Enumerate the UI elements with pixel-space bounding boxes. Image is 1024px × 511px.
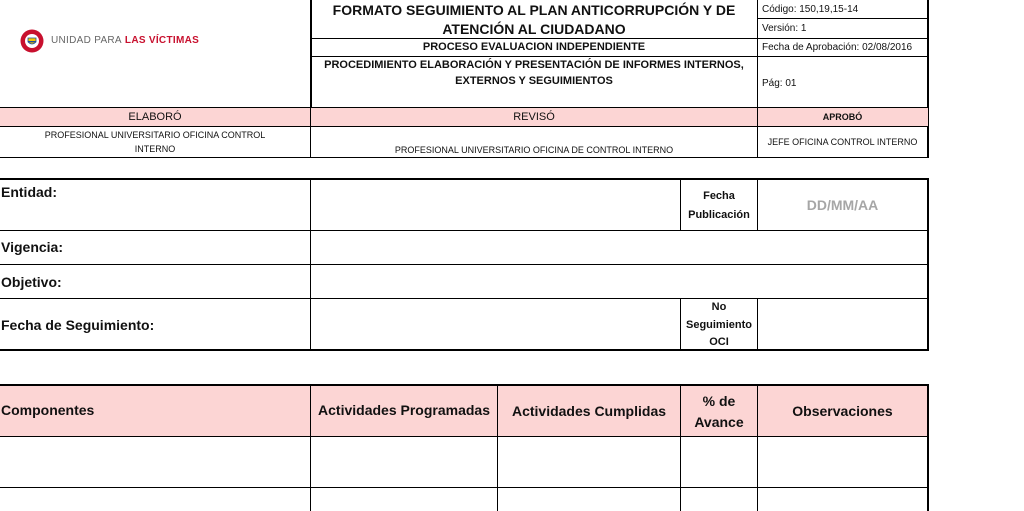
form-title-line2: ATENCIÓN AL CIUDADANO	[442, 21, 626, 37]
col-avance-line1: % de	[702, 392, 736, 409]
brand-name	[51, 33, 199, 47]
doc-version: Versión: 1	[762, 22, 807, 34]
table-row[interactable]	[0, 488, 927, 511]
fecha-publicacion-value[interactable]: DD/MM/AA	[806, 197, 879, 213]
elaboro-value-line2: INTERNO	[134, 143, 176, 154]
reviso-label: REVISÓ	[513, 111, 555, 123]
procedure-line2: EXTERNOS Y SEGUIMIENTOS	[455, 75, 613, 87]
entidad-label: Entidad:	[1, 184, 57, 200]
fecha-seguimiento-label: Fecha de Seguimiento:	[1, 317, 155, 333]
elaboro-label: ELABORÓ	[128, 111, 182, 123]
col-observaciones: Observaciones	[792, 403, 893, 419]
brand-prefix: UNIDAD PARA	[51, 34, 122, 46]
page-number: Pág: 01	[762, 77, 797, 89]
col-actividades-programadas: Actividades Programadas	[318, 402, 490, 418]
fecha-publicacion-label-line1: Fecha	[703, 189, 735, 202]
doc-code: Código: 150,19,15-14	[762, 3, 859, 15]
procedure-line1: PROCEDIMIENTO ELABORACIÓN Y PRESENTACIÓN DE INFORMES INTERNOS,	[324, 59, 744, 71]
col-componentes: Componentes	[1, 402, 95, 418]
brand-strong: LAS VÍCTIMAS	[124, 34, 200, 46]
elaboro-value-line1: PROFESIONAL UNIVERSITARIO OFICINA CONTROL	[44, 129, 266, 140]
reviso-value: PROFESIONAL UNIVERSITARIO OFICINA DE CONTROL INTERNO	[394, 144, 674, 155]
no-seguimiento-line3: OCI	[709, 336, 729, 348]
no-seguimiento-line2: Seguimiento	[685, 319, 752, 331]
logo	[20, 29, 44, 53]
no-seguimiento-line1: No	[711, 301, 727, 313]
form-title-line1: FORMATO SEGUIMIENTO AL PLAN ANTICORRUPCIÓN Y DE	[332, 1, 736, 18]
approval-date: Fecha de Aprobación: 02/08/2016	[762, 41, 913, 53]
vigencia-label: Vigencia:	[1, 239, 63, 255]
fecha-publicacion-label-line2: Publicación	[688, 208, 750, 221]
shield-logo-icon	[20, 29, 44, 53]
process-name: PROCESO EVALUACION INDEPENDIENTE	[422, 41, 646, 53]
table-row[interactable]	[0, 437, 927, 487]
objetivo-label: Objetivo:	[1, 274, 62, 290]
aprobo-value: JEFE OFICINA CONTROL INTERNO	[767, 137, 918, 147]
aprobo-label: APROBÓ	[822, 112, 863, 122]
col-avance-line2: Avance	[694, 413, 744, 430]
col-actividades-cumplidas: Actividades Cumplidas	[511, 403, 667, 419]
